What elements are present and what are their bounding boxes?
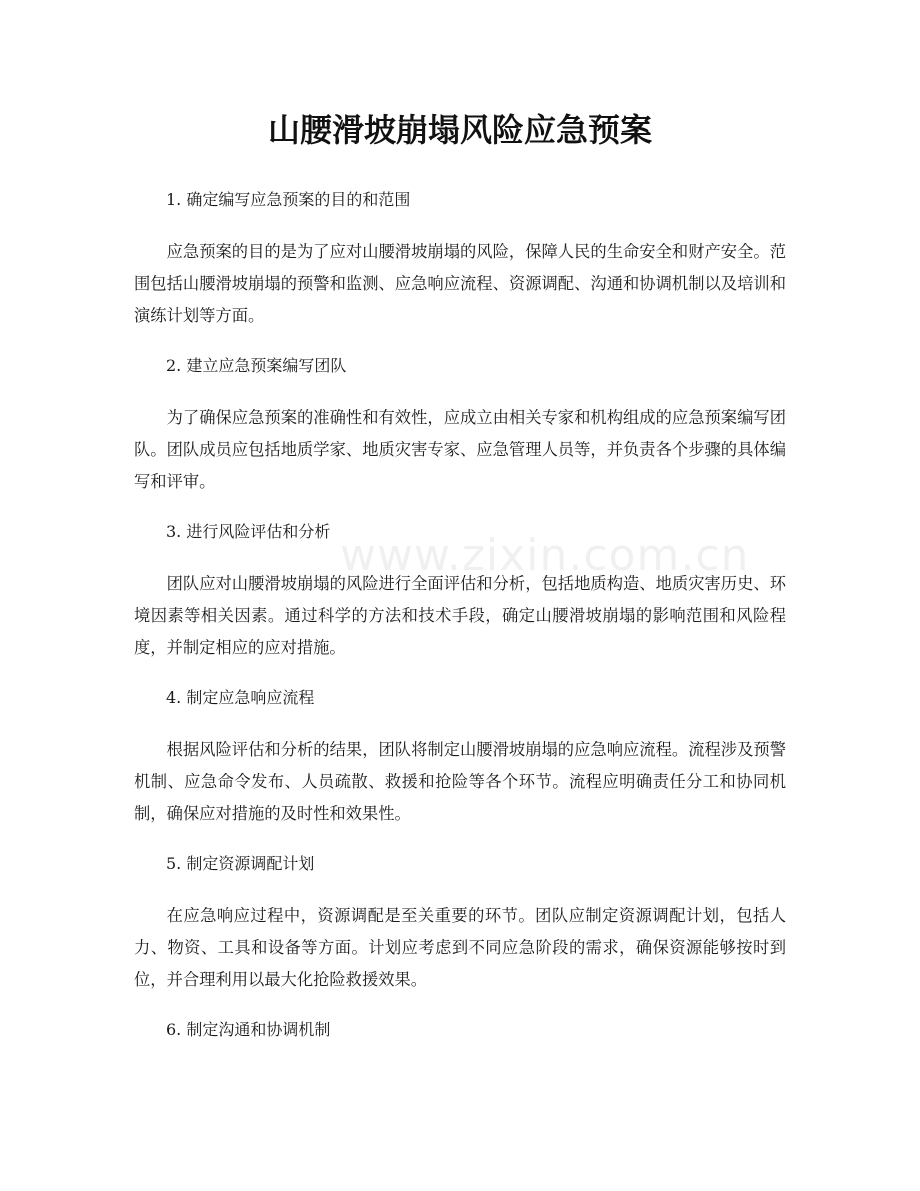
section-paragraph-4: 根据风险评估和分析的结果，团队将制定山腰滑坡崩塌的应急响应流程。流程涉及预警机制、应急命令发布、人员疏散、救援和抢险等各个环节。流程应明确责任分工和协同机制，确保应对措施的及时性和效果性。 [134, 740, 786, 823]
section-heading-4: 4. 制定应急响应流程 [166, 688, 315, 707]
section-paragraph-1: 应急预案的目的是为了应对山腰滑坡崩塌的风险，保障人民的生命安全和财产安全。范围包括山腰滑坡崩塌的预警和监测、应急响应流程、资源调配、沟通和协调机制以及培训和演练计划等方面。 [134, 242, 786, 325]
section-paragraph-2: 为了确保应急预案的准确性和有效性，应成立由相关专家和机构组成的应急预案编写团队。团队成员应包括地质学家、地质灾害专家、应急管理人员等，并负责各个步骤的具体编写和评审。 [134, 408, 786, 491]
document-body [134, 186, 786, 1044]
section-heading-3: 3. 进行风险评估和分析 [166, 522, 331, 541]
section-paragraph-3: 团队应对山腰滑坡崩塌的风险进行全面评估和分析，包括地质构造、地质灾害历史、环境因素等相关因素。通过科学的方法和技术手段，确定山腰滑坡崩塌的影响范围和风险程度，并制定相应的应对措施。 [134, 574, 786, 657]
section-paragraph-5: 在应急响应过程中，资源调配是至关重要的环节。团队应制定资源调配计划，包括人力、物资、工具和设备等方面。计划应考虑到不同应急阶段的需求，确保资源能够按时到位，并合理利用以最大化抢险救援效果。 [134, 906, 786, 989]
section-heading-1: 1. 确定编写应急预案的目的和范围 [166, 190, 411, 209]
section-heading-6: 6. 制定沟通和协调机制 [166, 1020, 331, 1039]
watermark: www.zixin.com.cn [340, 530, 750, 581]
document-title: 山腰滑坡崩塌风险应急预案 [267, 111, 652, 149]
section-heading-5: 5. 制定资源调配计划 [166, 854, 315, 873]
section-heading-2: 2. 建立应急预案编写团队 [166, 356, 347, 375]
